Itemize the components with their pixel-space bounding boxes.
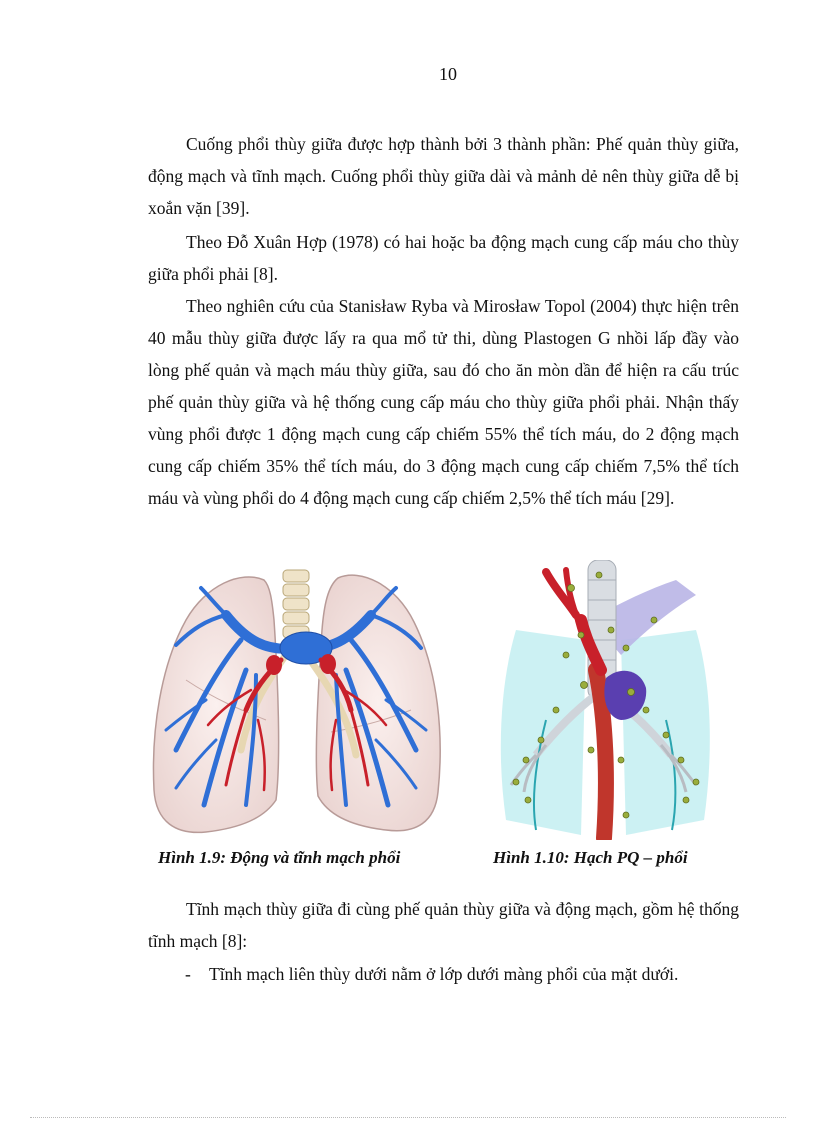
bullet-item xyxy=(185,958,678,990)
descending-aorta xyxy=(596,670,606,838)
trachea xyxy=(283,570,309,638)
lung-vessels-illustration xyxy=(146,560,446,840)
page-number: 10 xyxy=(439,64,457,84)
figure-caption-2: Hình 1.10: Hạch PQ – phổi xyxy=(493,848,688,867)
lymph-node-illustration xyxy=(496,560,714,840)
paragraph-pedicle: Cuống phổi thùy giữa được hợp thành bởi 3 thành phần: Phế quản thùy giữa, động mạch và tĩnh mạch. Cuống phổi thùy giữa dài và mảnh dẻ nên thùy giữa dễ bị xoắn vặn [39]. xyxy=(148,134,739,218)
paragraph-arteries: Theo Đỗ Xuân Hợp (1978) có hai hoặc ba động mạch cung cấp máu cho thùy giữa phổi phải [8]. xyxy=(148,232,739,284)
bullet-text: Tĩnh mạch liên thùy dưới nằm ở lớp dưới màng phổi của mặt dưới. xyxy=(209,964,679,984)
paragraph-study: Theo nghiên cứu của Stanisław Ryba và Mirosław Topol (2004) thực hiện trên 40 mẫu thùy giữa được lấy ra qua mổ tử thi, dùng Plastogen G nhồi lấp đầy vào lòng phế quản và mạch máu thùy giữa, sau đó cho ăn mòn dần để hiện ra cấu trúc phế quản thùy giữa và hệ thống cung cấp máu cho thùy giữa phổi phải. Nhận thấy vùng phổi được 1 động mạch cung cấp chiếm 55% thể tích máu, do 2 động mạch cung cấp chiếm 35% thể tích máu, do 3 động mạch cung cấp chiếm 7,5% thể tích máu và vùng phổi do 4 động mạch cung cấp chiếm 2,5% thể tích máu [29]. xyxy=(148,296,739,508)
right-lung-shape xyxy=(153,577,278,832)
bullet-dash: - xyxy=(185,964,191,984)
paragraph-veins: Tĩnh mạch thùy giữa đi cùng phế quản thùy giữa và động mạch, gồm hệ thống tĩnh mạch [8]: xyxy=(148,899,739,951)
footer-divider xyxy=(30,1117,786,1118)
figure-caption-1: Hình 1.9: Động và tĩnh mạch phổi xyxy=(158,848,401,867)
